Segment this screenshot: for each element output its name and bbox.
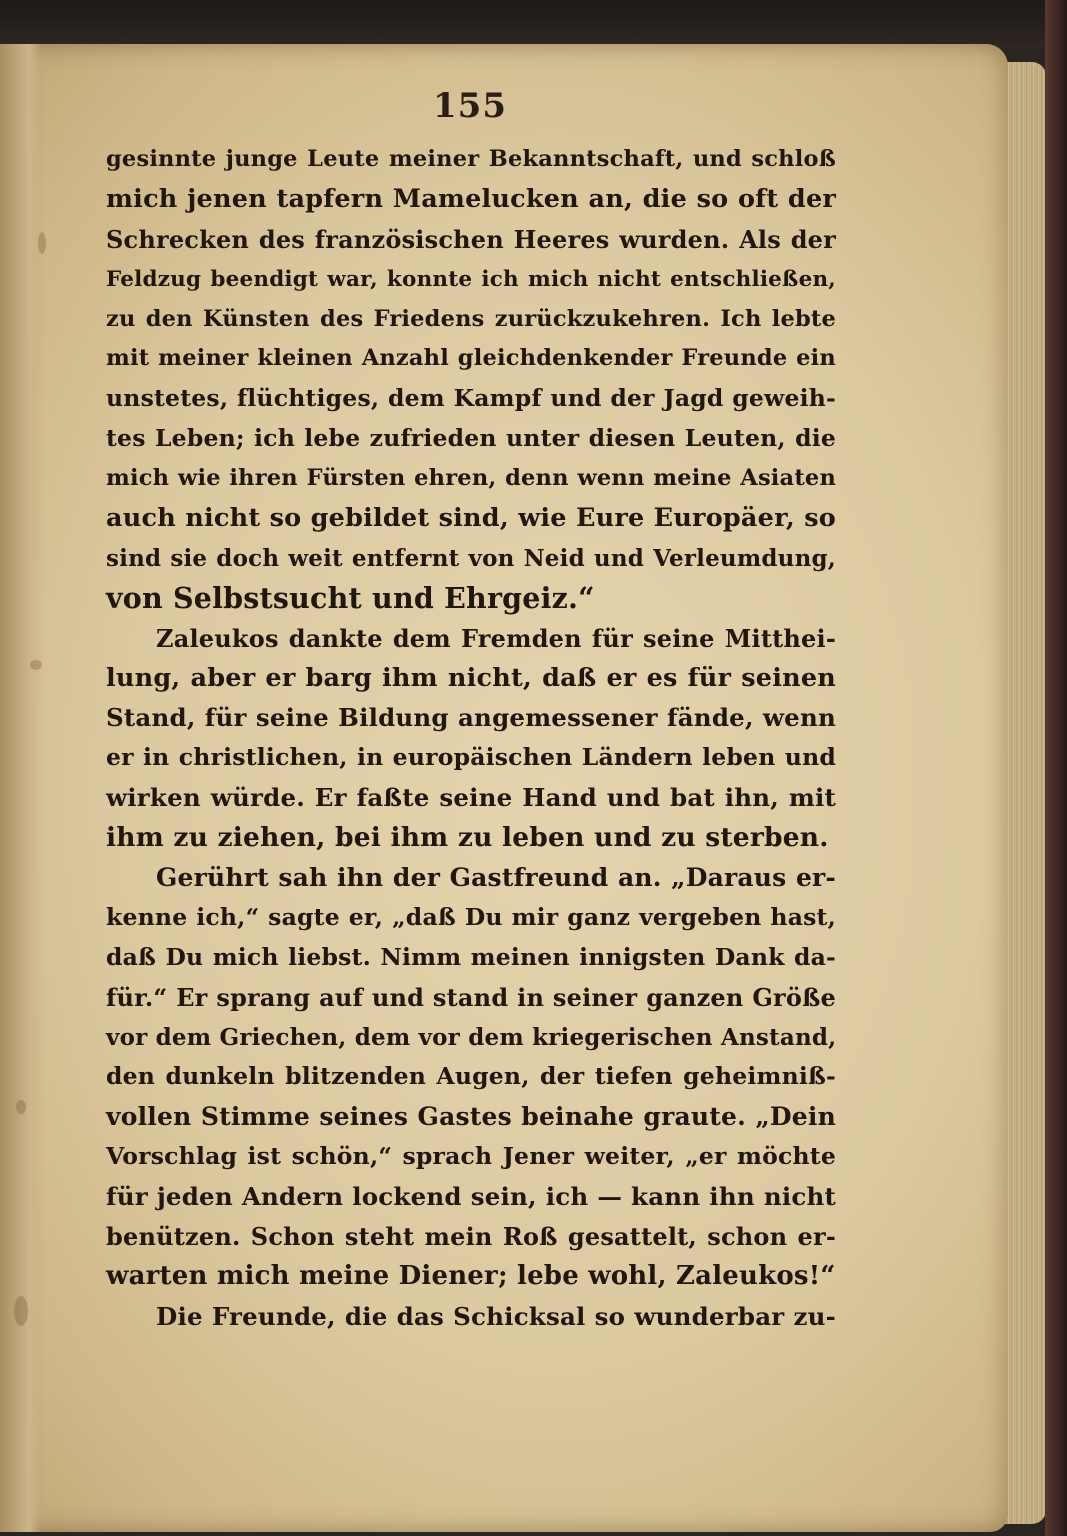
text-line: Schrecken des französischen Heeres wurden. Als der bbox=[106, 224, 836, 254]
text-line: lung, aber er barg ihm nicht, daß er es für seinen bbox=[106, 662, 836, 693]
text-line: auch nicht so gebildet sind, wie Eure Europäer, so bbox=[106, 503, 836, 534]
text-line: mich jenen tapfern Mamelucken an, die so oft der bbox=[106, 183, 836, 214]
paper-stain bbox=[16, 1100, 26, 1114]
text-line: zu den Künsten des Friedens zurückzukehren. Ich lebte bbox=[106, 305, 836, 332]
paragraph-first-line: Gerührt sah ihn der Gastfreund an. „Daraus er- bbox=[156, 863, 836, 893]
book-cover-right bbox=[1045, 0, 1067, 1536]
text-line: tes Leben; ich lebe zufrieden unter diesen Leuten, die bbox=[106, 424, 836, 453]
text-line: Feldzug beendigt war, konnte ich mich nicht entschließen, bbox=[106, 266, 836, 292]
text-line: Stand, für seine Bildung angemessener fände, wenn bbox=[106, 703, 836, 733]
text-line: unstetes, flüchtiges, dem Kampf und der Jagd geweih- bbox=[106, 384, 836, 413]
book-cover-top bbox=[0, 0, 1067, 48]
paragraph-first-line: Die Freunde, die das Schicksal so wunderbar zu- bbox=[156, 1301, 836, 1331]
text-line: Vorschlag ist schön,“ sprach Jener weiter, „er möchte bbox=[106, 1142, 836, 1171]
text-line: ihm zu ziehen, bei ihm zu leben und zu sterben. bbox=[106, 822, 829, 854]
paper-stain bbox=[14, 1296, 28, 1326]
text-line: vollen Stimme seines Gastes beinahe graute. „Dein bbox=[106, 1102, 836, 1132]
text-line: von Selbstsucht und Ehrgeiz.“ bbox=[106, 580, 595, 615]
text-line: mit meiner kleinen Anzahl gleichdenkender Freunde ein bbox=[106, 345, 836, 372]
text-line: den dunkeln blitzenden Augen, der tiefen geheimniß- bbox=[106, 1062, 836, 1091]
text-line: vor dem Griechen, dem vor dem kriegerischen Anstand, bbox=[106, 1023, 837, 1051]
text-line: er in christlichen, in europäischen Ländern leben und bbox=[106, 743, 836, 772]
text-line: mich wie ihren Fürsten ehren, denn wenn meine Asiaten bbox=[106, 465, 836, 492]
text-line: gesinnte junge Leute meiner Bekanntschaft, und schloß bbox=[106, 146, 836, 172]
paper-stain bbox=[30, 660, 42, 670]
text-line: kenne ich,“ sagte er, „daß Du mir ganz vergeben hast, bbox=[106, 902, 836, 931]
text-line: warten mich meine Diener; lebe wohl, Zaleukos!“ bbox=[106, 1260, 836, 1291]
text-line: wirken würde. Er faßte seine Hand und bat ihn, mit bbox=[106, 783, 836, 813]
text-line: für.“ Er sprang auf und stand in seiner ganzen Größe bbox=[106, 982, 836, 1012]
paper-stain bbox=[38, 232, 46, 254]
paragraph-first-line: Zaleukos dankte dem Fremden für seine Mitthei- bbox=[156, 623, 836, 653]
text-line: benützen. Schon steht mein Roß gesattelt, schon er- bbox=[106, 1222, 836, 1252]
text-line: für jeden Andern lockend sein, ich — kann ihn nicht bbox=[106, 1182, 836, 1212]
text-line: daß Du mich liebst. Nimm meinen innigsten Dank da- bbox=[106, 942, 836, 971]
text-line: sind sie doch weit entfernt von Neid und Verleumdung, bbox=[106, 544, 836, 572]
page-number: 155 bbox=[433, 86, 507, 126]
body-text bbox=[106, 140, 836, 1337]
